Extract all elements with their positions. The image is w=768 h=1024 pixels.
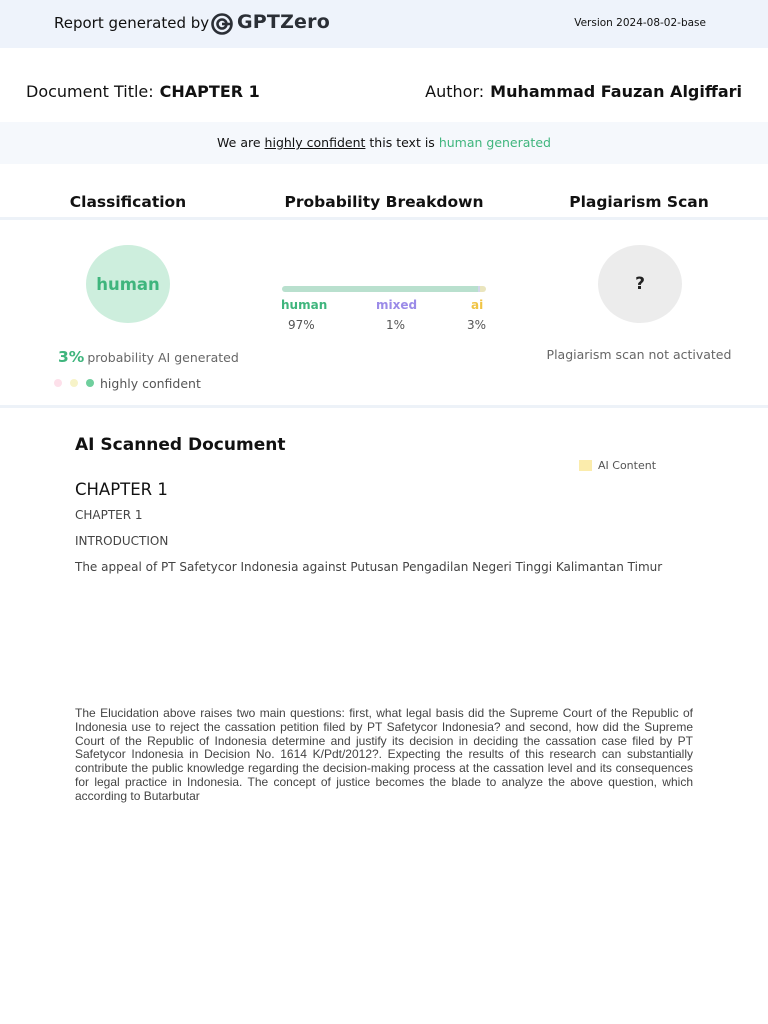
report-header — [0, 0, 768, 48]
confidence-label: highly confident — [100, 376, 201, 391]
document-line: INTRODUCTION — [75, 534, 169, 548]
confidence-dot-low — [54, 379, 62, 387]
document-line: CHAPTER 1 — [75, 508, 143, 522]
document-title-value: CHAPTER 1 — [159, 82, 260, 101]
section-divider — [0, 405, 768, 408]
classification-badge: human — [86, 245, 170, 323]
document-author — [425, 82, 742, 101]
gptzero-logo-icon — [210, 12, 234, 36]
confidence-verdict: human generated — [438, 135, 551, 150]
legend-label: AI Content — [598, 459, 657, 472]
document-paragraph: The Elucidation above raises two main questions: first, what legal basis did the Supreme Court of the Republic of Indonesia use to reject the cassation petition filed by PT Safetycor Indonesia? and second, how did the Supreme Court of the Republic of Indonesia determine and justify its decision in deciding the cassation case filed by PT Safetycor Indonesia in Decision No. 1614 K/Pdt/2012?. Expecting the results of this research can substantially contribute the public knowledge regarding the decision-making process at the cassation level and its consequences for legal practice in Indonesia. The concept of justice becomes the blade to analyze the above question, which according to Butarbutar — [75, 706, 693, 803]
confidence-dot-medium — [70, 379, 78, 387]
ai-content-legend — [579, 459, 656, 472]
probability-bar-human — [282, 286, 478, 292]
breakdown-human-label: human — [281, 298, 328, 312]
author-value: Muhammad Fauzan Algiffari — [490, 82, 742, 101]
confidence-banner — [0, 122, 768, 164]
confidence-prefix: We are — [217, 135, 261, 150]
legend-swatch — [579, 460, 592, 471]
breakdown-human-value: 97% — [288, 318, 315, 332]
document-title-label: Document Title: — [26, 82, 154, 101]
report-generated-label: Report generated by — [54, 14, 210, 32]
classification-heading: Classification — [69, 193, 187, 211]
document-heading: CHAPTER 1 — [75, 480, 168, 499]
breakdown-ai-value: 3% — [467, 318, 487, 332]
ai-probability-value: 3% — [58, 348, 85, 366]
document-title — [26, 82, 260, 101]
confidence-indicator — [54, 379, 94, 387]
plagiarism-status: Plagiarism scan not activated — [546, 347, 732, 362]
section-divider — [0, 217, 768, 220]
confidence-level: highly confident — [264, 135, 366, 150]
author-label: Author: — [425, 82, 485, 101]
document-line: The appeal of PT Safetycor Indonesia against Putusan Pengadilan Negeri Tinggi Kalimantan Timur — [75, 560, 663, 574]
probability-bar — [282, 286, 486, 292]
confidence-dot-high — [86, 379, 94, 387]
confidence-middle: this text is — [369, 135, 435, 150]
ai-probability-label: probability AI generated — [87, 350, 239, 365]
probability-bar-ai — [480, 286, 486, 292]
breakdown-mixed-value: 1% — [386, 318, 406, 332]
version-label: Version 2024-08-02-base — [574, 17, 706, 29]
ai-probability — [58, 348, 239, 366]
breakdown-mixed-label: mixed — [376, 298, 418, 312]
breakdown-heading: Probability Breakdown — [284, 193, 484, 211]
breakdown-ai-label: ai — [471, 298, 484, 312]
plagiarism-heading: Plagiarism Scan — [569, 193, 709, 211]
brand-name: GPTZero — [237, 11, 330, 33]
plagiarism-badge: ? — [598, 245, 682, 323]
scan-title: AI Scanned Document — [75, 435, 286, 455]
